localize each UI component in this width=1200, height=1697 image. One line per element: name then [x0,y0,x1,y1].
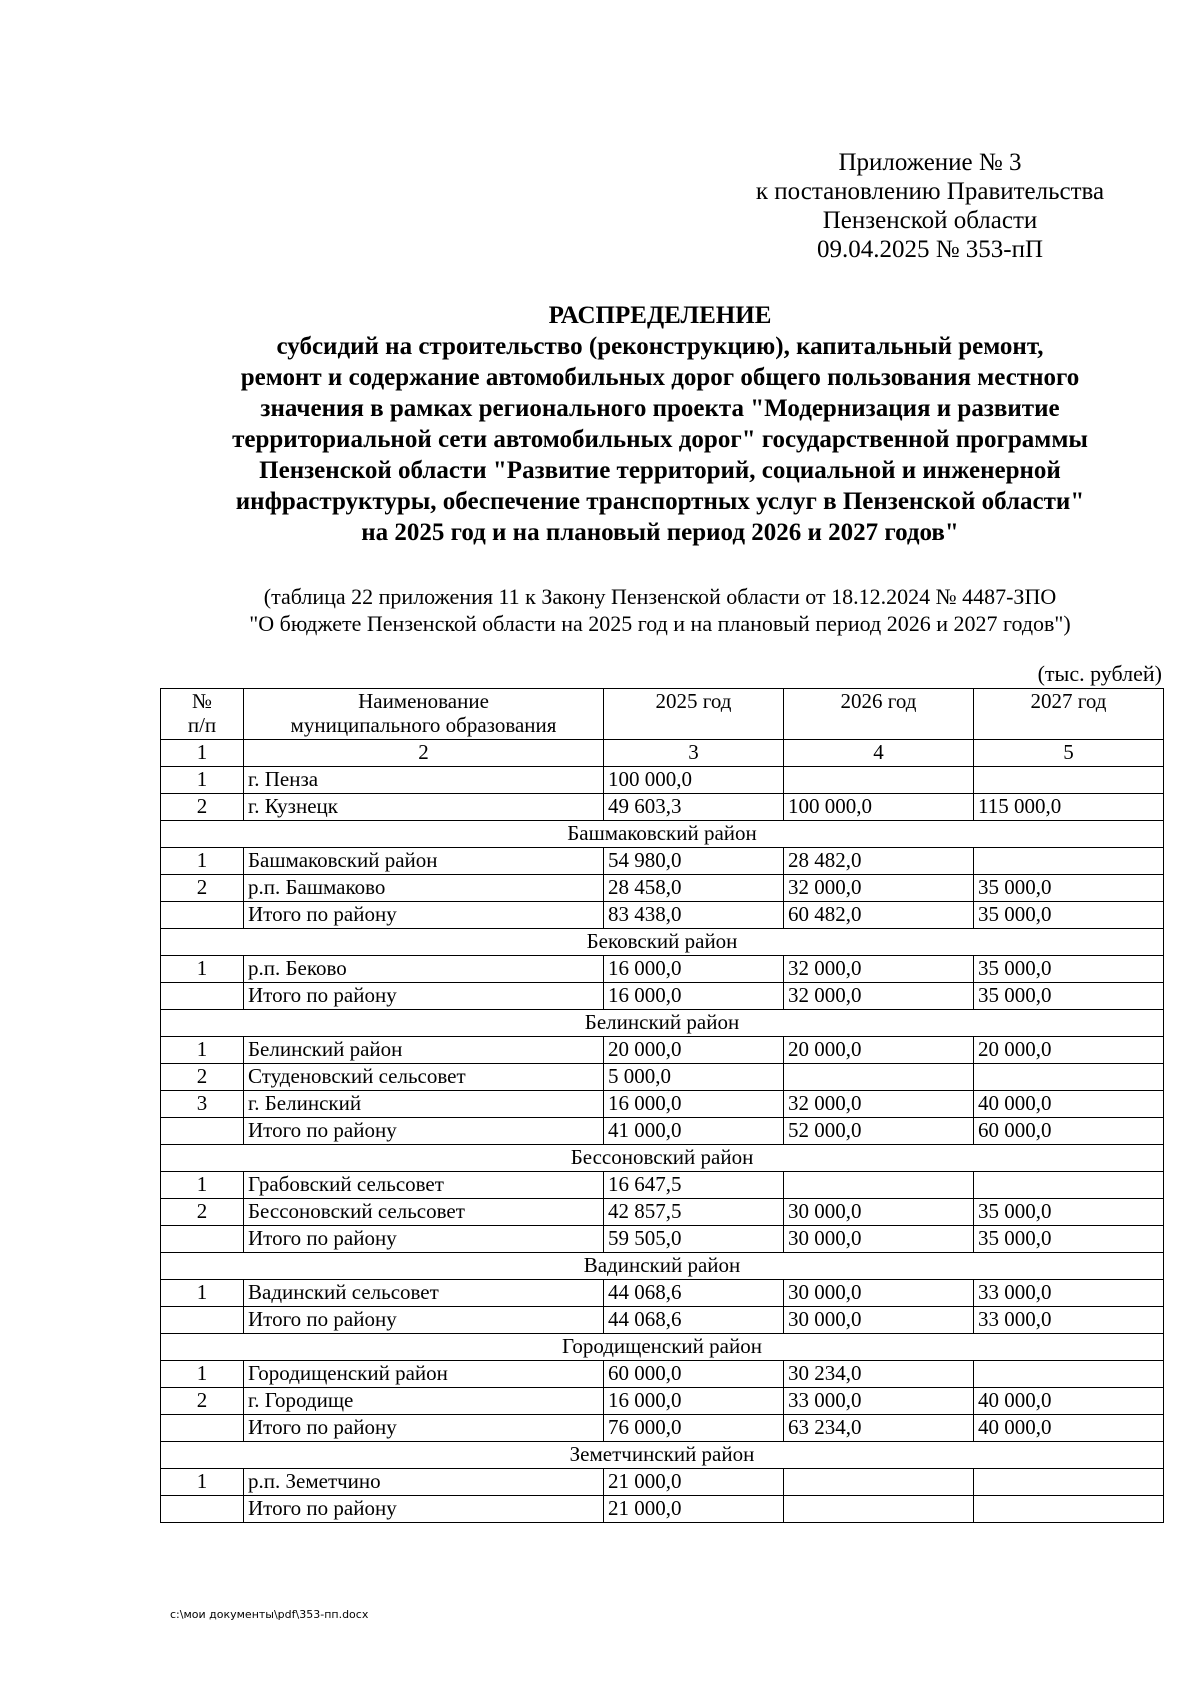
value-2027-cell [974,1172,1164,1199]
source-note [150,583,1170,637]
value-2025-cell: 83 438,0 [604,902,784,929]
title-line: инфраструктуры, обеспечение транспортных услуг в Пензенской области" [235,488,1085,515]
value-2025-cell: 16 000,0 [604,983,784,1010]
value-2025-cell: 54 980,0 [604,848,784,875]
title-line: субсидий на строительство (реконструкцию), капитальный ремонт, [276,333,1044,360]
municipality-name-cell: Итого по району [244,1118,604,1145]
value-2025-cell: 16 000,0 [604,956,784,983]
value-2026-cell [784,1172,974,1199]
appendix-header [700,148,1160,264]
value-2026-cell: 63 234,0 [784,1415,974,1442]
table-row [161,1415,1164,1442]
value-2026-cell: 30 000,0 [784,1280,974,1307]
value-2027-cell [974,1469,1164,1496]
value-2026-cell: 32 000,0 [784,956,974,983]
table-row [161,875,1164,902]
municipality-name-cell: Итого по району [244,902,604,929]
municipality-name-cell: р.п. Беково [244,956,604,983]
value-2027-cell: 60 000,0 [974,1118,1164,1145]
header-name-line: Наименование [358,689,489,713]
table-row [161,1064,1164,1091]
table-header-row [161,689,1164,740]
value-2026-cell [784,1469,974,1496]
value-2026-cell [784,1064,974,1091]
row-number-cell: 1 [161,767,244,794]
value-2025-cell: 44 068,6 [604,1307,784,1334]
municipality-name-cell: Вадинский сельсовет [244,1280,604,1307]
value-2027-cell: 35 000,0 [974,983,1164,1010]
row-number-cell: 1 [161,1361,244,1388]
value-2025-cell: 21 000,0 [604,1496,784,1523]
district-group-title: Башмаковский район [161,821,1164,848]
value-2025-cell: 44 068,6 [604,1280,784,1307]
value-2027-cell: 35 000,0 [974,902,1164,929]
value-2026-cell: 30 000,0 [784,1307,974,1334]
row-number-cell: 2 [161,1199,244,1226]
municipality-name-cell: Студеновский сельсовет [244,1064,604,1091]
value-2025-cell: 28 458,0 [604,875,784,902]
value-2027-cell: 35 000,0 [974,1226,1164,1253]
value-2026-cell: 32 000,0 [784,875,974,902]
appendix-reference: к постановлению Правительства [755,178,1105,205]
district-group-row [161,929,1164,956]
row-number-cell: 1 [161,1172,244,1199]
municipality-name-cell: Городищенский район [244,1361,604,1388]
row-number-cell: 1 [161,956,244,983]
row-number-cell [161,1226,244,1253]
district-group-title: Вадинский район [161,1253,1164,1280]
value-2025-cell: 49 603,3 [604,794,784,821]
municipality-name-cell: Бессоновский сельсовет [244,1199,604,1226]
value-2027-cell: 35 000,0 [974,956,1164,983]
header-2025: 2025 год [604,689,784,740]
table-row [161,1037,1164,1064]
district-group-title: Бессоновский район [161,1145,1164,1172]
row-number-cell [161,1118,244,1145]
table-row [161,1199,1164,1226]
district-group-row [161,1145,1164,1172]
title-line: на 2025 год и на плановый период 2026 и 2027 годов" [361,519,959,546]
row-number-cell: 1 [161,1037,244,1064]
row-number-cell: 2 [161,1388,244,1415]
table-row [161,1496,1164,1523]
column-number: 5 [974,740,1164,767]
municipality-name-cell: Итого по району [244,1307,604,1334]
table-row [161,1091,1164,1118]
value-2025-cell: 5 000,0 [604,1064,784,1091]
title-line: значения в рамках регионального проекта "Модернизация и развитие [260,395,1060,422]
value-2027-cell: 40 000,0 [974,1091,1164,1118]
value-2027-cell: 20 000,0 [974,1037,1164,1064]
municipality-name-cell: р.п. Земетчино [244,1469,604,1496]
value-2025-cell: 59 505,0 [604,1226,784,1253]
district-group-title: Городищенский район [161,1334,1164,1361]
title-line: ремонт и содержание автомобильных дорог общего пользования местного [240,364,1080,391]
table-row [161,1280,1164,1307]
value-2025-cell: 16 000,0 [604,1388,784,1415]
table-row [161,1118,1164,1145]
source-note-line: (таблица 22 приложения 11 к Закону Пензенской области от 18.12.2024 № 4487-ЗПО [263,584,1057,609]
table-row [161,902,1164,929]
district-group-title: Бековский район [161,929,1164,956]
value-2027-cell [974,1361,1164,1388]
distribution-table [160,688,1164,1523]
value-2025-cell: 16 000,0 [604,1091,784,1118]
value-2025-cell: 42 857,5 [604,1199,784,1226]
district-group-row [161,1253,1164,1280]
value-2025-cell: 41 000,0 [604,1118,784,1145]
value-2027-cell: 33 000,0 [974,1307,1164,1334]
row-number-cell: 1 [161,848,244,875]
row-number-cell [161,1307,244,1334]
value-2027-cell: 40 000,0 [974,1388,1164,1415]
value-2026-cell: 33 000,0 [784,1388,974,1415]
column-number: 3 [604,740,784,767]
appendix-region: Пензенской области [822,207,1038,234]
header-num [161,689,244,740]
source-note-line: "О бюджете Пензенской области на 2025 год и на плановый период 2026 и 2027 годов") [249,611,1071,636]
value-2026-cell: 28 482,0 [784,848,974,875]
column-number: 4 [784,740,974,767]
row-number-cell: 2 [161,1064,244,1091]
value-2026-cell: 100 000,0 [784,794,974,821]
table-row [161,1307,1164,1334]
municipality-name-cell: Итого по району [244,1496,604,1523]
column-number: 1 [161,740,244,767]
title-line: территориальной сети автомобильных дорог" государственной программы [232,426,1088,453]
row-number-cell: 2 [161,794,244,821]
value-2025-cell: 16 647,5 [604,1172,784,1199]
value-2025-cell: 20 000,0 [604,1037,784,1064]
title-line: Пензенской области "Развитие территорий, социальной и инженерной [259,457,1061,484]
value-2025-cell: 21 000,0 [604,1469,784,1496]
municipality-name-cell: Башмаковский район [244,848,604,875]
header-2026: 2026 год [784,689,974,740]
table-row [161,1226,1164,1253]
table-row [161,848,1164,875]
header-name [244,689,604,740]
value-2026-cell: 30 000,0 [784,1226,974,1253]
value-2026-cell: 30 234,0 [784,1361,974,1388]
value-2026-cell: 60 482,0 [784,902,974,929]
table-body [161,767,1164,1523]
municipality-name-cell: г. Городище [244,1388,604,1415]
row-number-cell [161,1496,244,1523]
value-2026-cell [784,1496,974,1523]
appendix-number: Приложение № 3 [838,149,1022,176]
value-2027-cell [974,767,1164,794]
table-row [161,1388,1164,1415]
value-2026-cell: 20 000,0 [784,1037,974,1064]
table-row [161,794,1164,821]
district-group-row [161,1334,1164,1361]
table-row [161,956,1164,983]
header-name-line: муниципального образования [290,713,557,737]
row-number-cell: 3 [161,1091,244,1118]
municipality-name-cell: г. Белинский [244,1091,604,1118]
district-group-title: Земетчинский район [161,1442,1164,1469]
municipality-name-cell: Белинский район [244,1037,604,1064]
row-number-cell: 1 [161,1469,244,1496]
municipality-name-cell: Итого по району [244,1226,604,1253]
municipality-name-cell: Грабовский сельсовет [244,1172,604,1199]
units-label: (тыс. рублей) [1037,661,1162,686]
header-2027: 2027 год [974,689,1164,740]
value-2027-cell: 33 000,0 [974,1280,1164,1307]
district-group-row [161,1442,1164,1469]
title-heading: РАСПРЕДЕЛЕНИЕ [548,302,772,329]
value-2026-cell: 30 000,0 [784,1199,974,1226]
header-num-line: п/п [187,713,217,737]
value-2027-cell: 35 000,0 [974,1199,1164,1226]
municipality-name-cell: г. Кузнецк [244,794,604,821]
municipality-name-cell: р.п. Башмаково [244,875,604,902]
row-number-cell: 2 [161,875,244,902]
header-num-line: № [191,689,213,713]
value-2025-cell: 60 000,0 [604,1361,784,1388]
value-2027-cell: 40 000,0 [974,1415,1164,1442]
row-number-cell [161,902,244,929]
district-group-title: Белинский район [161,1010,1164,1037]
value-2026-cell: 32 000,0 [784,983,974,1010]
municipality-name-cell: Итого по району [244,1415,604,1442]
value-2026-cell [784,767,974,794]
value-2027-cell [974,1496,1164,1523]
value-2025-cell: 100 000,0 [604,767,784,794]
value-2025-cell: 76 000,0 [604,1415,784,1442]
row-number-cell: 1 [161,1280,244,1307]
table-row [161,767,1164,794]
district-group-row [161,1010,1164,1037]
table-row [161,1361,1164,1388]
table-row [161,1469,1164,1496]
row-number-cell [161,983,244,1010]
value-2026-cell: 52 000,0 [784,1118,974,1145]
value-2027-cell: 115 000,0 [974,794,1164,821]
value-2027-cell [974,1064,1164,1091]
table-row [161,983,1164,1010]
municipality-name-cell: г. Пенза [244,767,604,794]
column-number-row [161,740,1164,767]
value-2027-cell: 35 000,0 [974,875,1164,902]
document-title [150,300,1170,548]
district-group-row [161,821,1164,848]
value-2026-cell: 32 000,0 [784,1091,974,1118]
appendix-date-number: 09.04.2025 № 353-пП [816,236,1044,263]
column-number: 2 [244,740,604,767]
table-row [161,1172,1164,1199]
row-number-cell [161,1415,244,1442]
value-2027-cell [974,848,1164,875]
municipality-name-cell: Итого по району [244,983,604,1010]
file-path-footer: c:\мои документы\pdf\353-пп.docx [170,1608,369,1621]
